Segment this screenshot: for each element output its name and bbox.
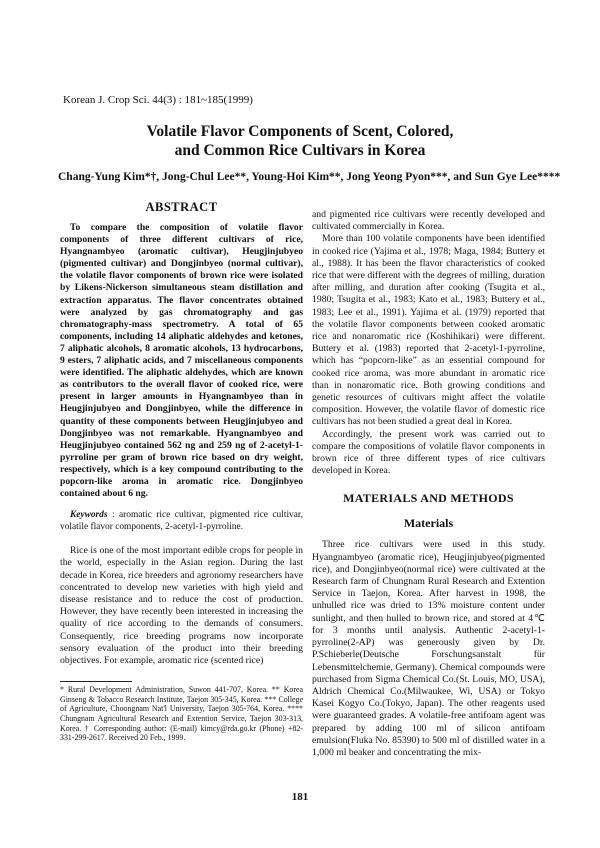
title-line-1: Volatile Flavor Components of Scent, Colored, bbox=[146, 123, 454, 140]
abstract-heading: ABSTRACT bbox=[145, 200, 218, 214]
left-column bbox=[60, 200, 303, 743]
paper-title bbox=[60, 122, 540, 160]
journal-citation: Korean J. Crop Sci. 44(3) : 181~185(1999) bbox=[63, 94, 253, 106]
intro-paragraph: Rice is one of the most important edible crops for people in the world, especially in the Asian region. During the last decade in Korea, rice breeders and agronomy researchers have concentrated to develop new varieties with high yield and disease resistance and to reduce the cost of production. However, they have recently been interested in increasing the quality of rice according to the demands of consumers. Consequently, rice breeding programs now incorporate sensory evaluation of the product into their breeding objectives. For example, aromatic rice (scented rice) bbox=[60, 545, 303, 666]
body-paragraph-1: and pigmented rice cultivars were recently developed and cultivated commercially in Korea. bbox=[312, 209, 545, 233]
keywords bbox=[60, 509, 303, 533]
materials-paragraph: Three rice cultivars were used in this study. Hyangnambyeo (aromatic rice), Heugjinjubyeo(pigmented rice), and Dongjinbyeo(normal rice) were cultivated at the Research farm of Chungnam Rural Research and Extention Service in Taejon, Korea. After harvest in 1998, the unhulled rice was dried to 13% moisture content under sunlight, and then hulled to brown rice, and stored at 4℃ for 3 months until analysis. Authentic 2-acetyl-1-pyrroline(2-AP) was generously given by Dr. P.Schieberle(Deutsche Forschungsanstalt für Lebensmittelchemie, Germany). Chemical compounds were purchased from Sigma Chemical Co.(St. Louis, MO, USA), Aldrich Chemical Co.(Milwaukee, Wi, USA) or Tokyo Kasei Kogyo Co.(Tokyo, Japan). The other reagents used were guaranteed grades. A volatile-free antifoam agent was prepared by adding 100 ml of silicon antifoam emulsion(Fluka No. 85390) to 500 ml of distilled water in a 1,000 ml beaker and concentrating the mix- bbox=[312, 539, 545, 758]
title-line-2: and Common Rice Cultivars in Korea bbox=[174, 142, 426, 159]
page-number: 181 bbox=[291, 791, 309, 803]
keywords-text: : aromatic rice cultivar, pigmented rice cultivar, volatile flavor components, 2-acetyl-1-pyrroline. bbox=[60, 510, 303, 533]
section-heading: MATERIALS AND METHODS bbox=[343, 491, 514, 506]
body-paragraph-2: More than 100 volatile components have been identified in cooked rice (Yajima et al., 1978; Maga, 1984; Buttery et al., 1988). It has been the flavor characteristics of cooked rice that were different with the degrees of milling, duration after milling, and duration after cooking (Tsugita et al., 1980; Tsugita et al., 1983; Kato et al., 1983; Buttery et al., 1983; Lee et al., 1991). Yajima et al. (1979) reported that the volatile flavor components between cooked aromatic rice and nonaromatic rice (Koshihikari) were different. Buttery et al. (1983) reported that 2-acetyl-1-pyrroline, which has “popcorn-like” as an essential compound for cooked rice aroma, was more abundant in aromatic rice than in nonaromatic rice. Both growing conditions and genetic resources of cultivars might affect the volatile composition. However, the volatile flavor of domestic rice cultivars has not been studied a great deal in Korea. bbox=[312, 233, 545, 428]
footnote-divider bbox=[60, 681, 132, 682]
body-paragraph-3: Accordingly, the present work was carried out to compare the compositions of volatile flavor components in brown rice of three different types of rice cultivars developed in Korea. bbox=[312, 428, 545, 477]
keywords-label: Keywords bbox=[70, 510, 108, 521]
abstract-text: To compare the composition of volatile flavor components of three different cultivars of rice, Hyangnambyeo (aromatic cultivar), Heugjinjubyeo (pigmented cultivar) and Dongjinbyeo (normal cultivar), the volatile flavor components of brown rice were isolated by Likens-Nickerson simultaneous steam distillation and extraction apparatus. The flavor concentrates obtained were analyzed by gas chromatography and gas chromatography-mass spectrometry. A total of 65 components, including 14 aliphatic aldehydes and ketones, 7 aliphatic alcohols, 8 aromatic alcohols, 13 hydrocarbons, 9 esters, 7 aliphatic acids, and 7 miscellaneous components were identified. The aliphatic aldehydes, which are known as contributors to the overall flavor of cooked rice, were present in larger amounts in Hyangnambyeo than in Heugjinjubyeo and Dongjinbyeo, while the difference in quantity of these components between Heugjinjubyeo and Dongjinbyeo was not remarkable. Hyangnambyeo and Heugjinjubyeo contained 562 ng and 259 ng of 2-acetyl-1-pyrroline per gram of brown rice based on dry weight, respectively, which is a key compound contributing to the popcorn-like aroma in aromatic rice. Dongjinbyeo contained about 6 ng. bbox=[60, 222, 303, 500]
footnote: * Rural Development Administration, Suwon 441-707, Korea. ** Korea Ginseng & Tobacco Research Institute, Taejon 305-345, Korea. *** College of Agriculture, Choongnam Nat'l University, Taejon 305-764, Korea. **** Chungnam Agricultural Research and Extention Service, Taejon 303-313, Korea. † Corresponding author: (E-mail) kimcy@rda.go.kr (Phone) +82-331-299-2617. Received 20 Feb., 1999. bbox=[60, 685, 303, 743]
subsection-heading: Materials bbox=[403, 516, 454, 531]
right-column bbox=[312, 209, 545, 759]
author-list: Chang-Yung Kim*†, Jong-Chul Lee**, Young-Hoi Kim**, Jong Yeong Pyon***, and Sun Gye Lee**** bbox=[58, 171, 561, 183]
